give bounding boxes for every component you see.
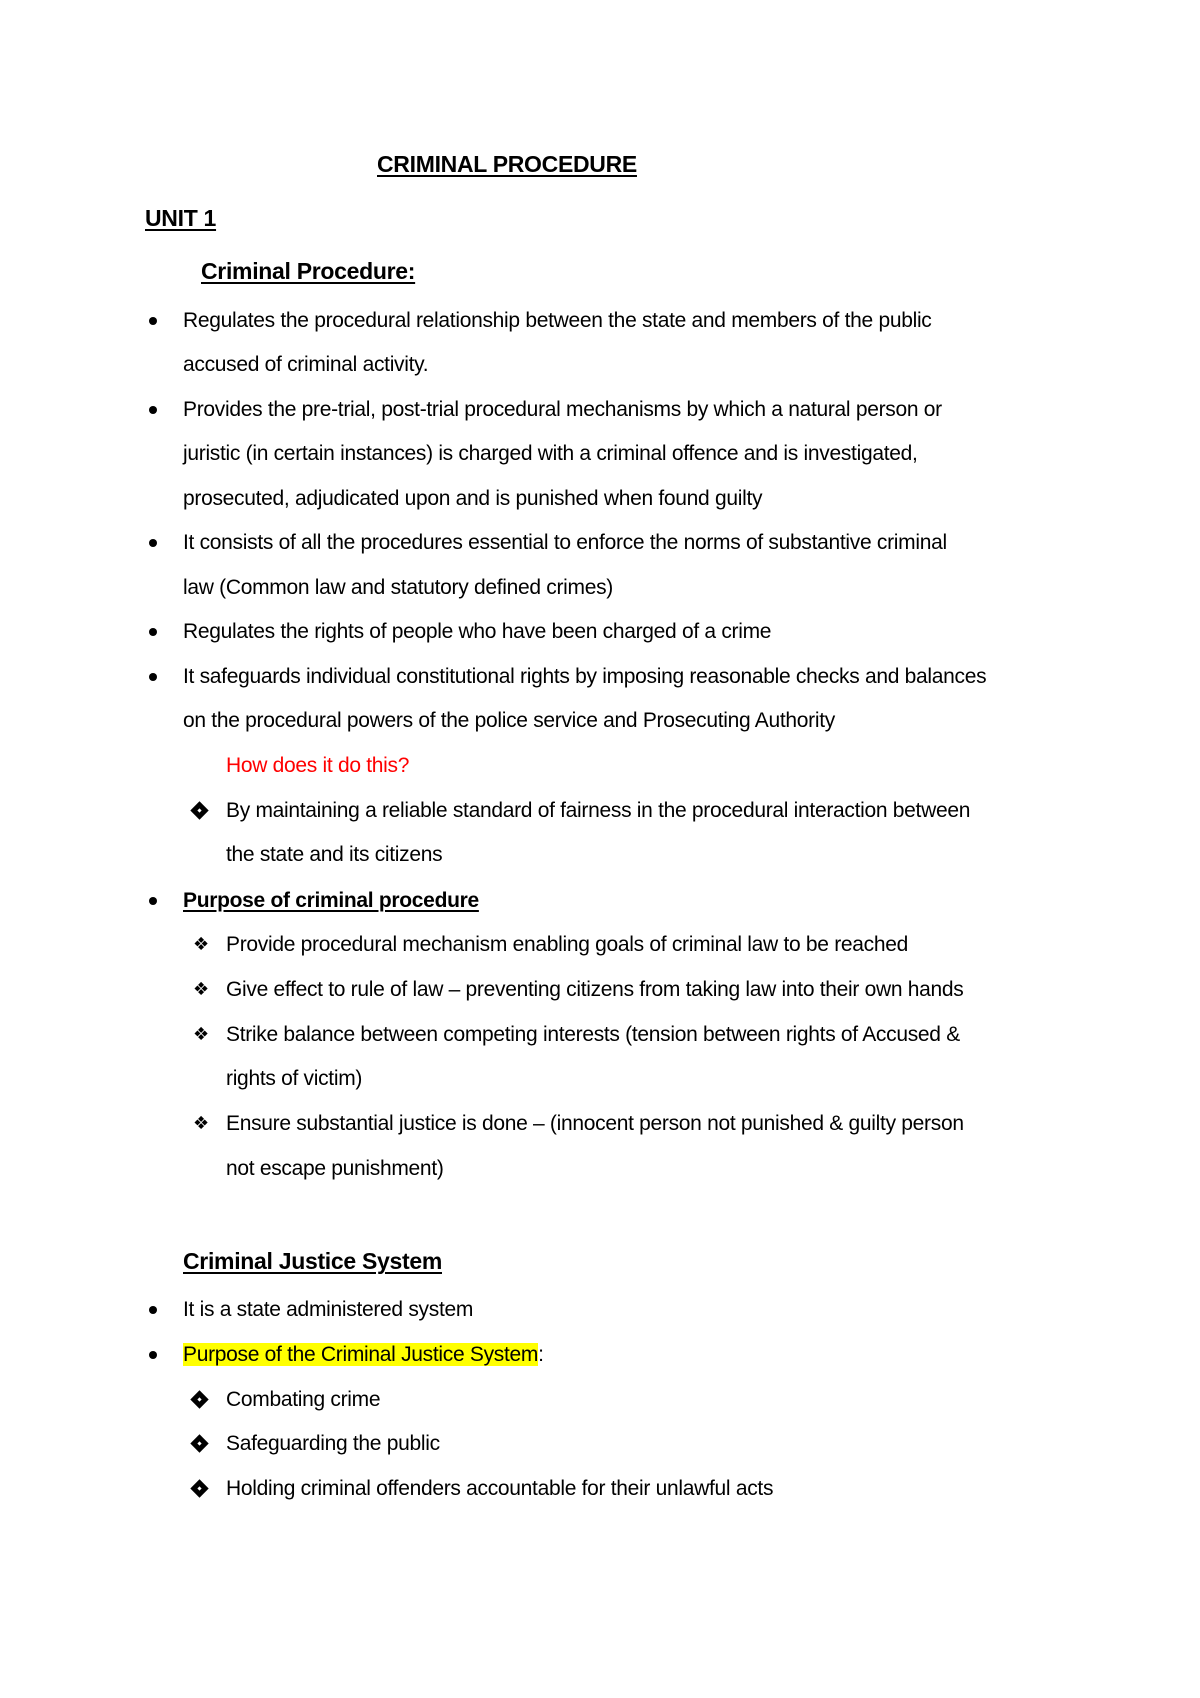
diamond-bullet-icon <box>190 1390 208 1408</box>
list-item: Regulates the procedural relationship between the state and members of the public <box>183 309 932 332</box>
bullet-dot-icon <box>149 1351 157 1359</box>
list-item: Give effect to rule of law – preventing citizens from taking law into their own hands <box>226 978 964 1001</box>
colon-text: : <box>538 1343 544 1366</box>
diamond-bullet-icon <box>190 1434 208 1452</box>
list-item <box>183 1341 544 1369</box>
bullet-dot-icon <box>149 317 157 325</box>
list-item-continuation: not escape punishment) <box>226 1157 444 1180</box>
diamond-bullet-icon <box>190 801 208 819</box>
list-item-continuation: accused of criminal activity. <box>183 353 429 376</box>
list-item: Holding criminal offenders accountable for their unlawful acts <box>226 1477 774 1500</box>
list-item-continuation: rights of victim) <box>226 1067 363 1090</box>
bullet-dot-icon <box>149 539 157 547</box>
list-item: Combating crime <box>226 1388 381 1411</box>
list-item-continuation: the state and its citizens <box>226 843 443 866</box>
question-text: How does it do this? <box>226 754 410 777</box>
highlighted-text: Purpose of the Criminal Justice System <box>183 1343 539 1366</box>
star-bullet-icon: ❖ <box>193 934 210 955</box>
list-item: Provides the pre-trial, post-trial procedural mechanisms by which a natural person or <box>183 398 942 421</box>
list-item: Ensure substantial justice is done – (innocent person not punished & guilty person <box>226 1112 964 1135</box>
bullet-dot-icon <box>149 628 157 636</box>
bullet-dot-icon <box>149 897 157 905</box>
unit-label: UNIT 1 <box>145 205 217 231</box>
list-item: It consists of all the procedures essential to enforce the norms of substantive criminal <box>183 531 947 554</box>
section-heading-criminal-procedure: Criminal Procedure: <box>201 258 416 284</box>
star-bullet-icon: ❖ <box>193 1024 210 1045</box>
star-bullet-icon: ❖ <box>193 979 210 1000</box>
list-item: It is a state administered system <box>183 1298 474 1321</box>
star-bullet-icon: ❖ <box>193 1113 210 1134</box>
section-heading-criminal-justice-system: Criminal Justice System <box>183 1248 442 1274</box>
page-title: CRIMINAL PROCEDURE <box>377 151 637 177</box>
list-item: By maintaining a reliable standard of fairness in the procedural interaction between <box>226 799 971 822</box>
diamond-bullet-icon <box>190 1479 208 1497</box>
bullet-dot-icon <box>149 673 157 681</box>
list-item: Regulates the rights of people who have been charged of a crime <box>183 620 772 643</box>
list-item: It safeguards individual constitutional rights by imposing reasonable checks and balances <box>183 665 987 688</box>
list-item: Provide procedural mechanism enabling goals of criminal law to be reached <box>226 933 908 956</box>
purpose-heading: Purpose of criminal procedure <box>183 889 479 912</box>
bullet-dot-icon <box>149 1306 157 1314</box>
list-item: Strike balance between competing interests (tension between rights of Accused & <box>226 1023 960 1046</box>
list-item: Safeguarding the public <box>226 1432 440 1455</box>
bullet-dot-icon <box>149 406 157 414</box>
list-item-continuation: prosecuted, adjudicated upon and is punished when found guilty <box>183 487 763 510</box>
list-item-continuation: on the procedural powers of the police service and Prosecuting Authority <box>183 709 835 732</box>
list-item-continuation: law (Common law and statutory defined crimes) <box>183 576 614 599</box>
list-item-continuation: juristic (in certain instances) is charged with a criminal offence and is investigated, <box>183 442 918 465</box>
